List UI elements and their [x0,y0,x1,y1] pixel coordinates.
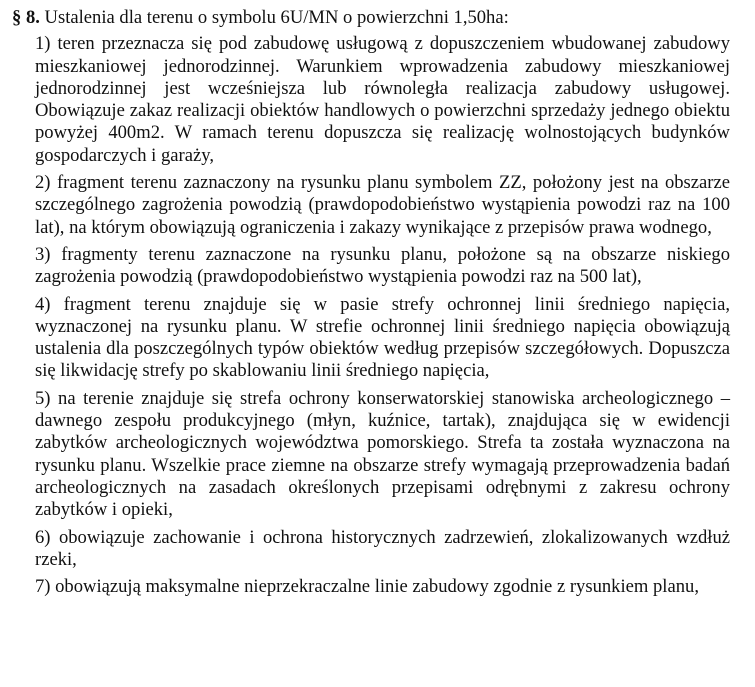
section-heading [12,7,732,29]
section-title: Ustalenia dla terenu o symbolu 6U/MN o powierzchni 1,50ha: [44,7,509,28]
section-number: § 8. [12,7,40,28]
provision-item-5: 5) na terenie znajduje się strefa ochrony konserwatorskiej stanowiska archeologicznego – dawnego zespołu produkcyjnego (młyn, kuźnice, tartak), znajdująca się w ewidencji zabytków archeologicznych województwa pomorskiego. Strefa ta została wyznaczona na rysunku planu. Wszelkie prace ziemne na obszarze strefy wymagają przeprowadzenia badań archeologicznych na zasadach określonych przepisami odrębnymi z zakresu ochrony zabytków i opieki, [35,387,730,521]
provision-item-7: 7) obowiązują maksymalne nieprzekraczalne linie zabudowy zgodnie z rysunkiem planu, [35,576,699,598]
provision-item-4: 4) fragment terenu znajduje się w pasie strefy ochronnej linii średniego napięcia, wyznaczonej na rysunku planu. W strefie ochronnej linii średniego napięcia obowiązują ustalenia dla poszczególnych typów obiektów według przepisów szczegółowych. Dopuszcza się likwidację strefy po skablowaniu linii średniego napięcia, [35,293,730,382]
provisions-list [0,33,755,598]
provision-item-3: 3) fragmenty terenu zaznaczone na rysunku planu, położone są na obszarze niskiego zagrożenia powodzią (prawdopodobieństwo wystąpienia powodzi raz na 500 lat), [35,243,730,288]
provision-item-2: 2) fragment terenu zaznaczony na rysunku planu symbolem ZZ, położony jest na obszarze szczególnego zagrożenia powodzią (prawdopodobieństwo wystąpienia powodzi raz na 100 lat), na którym obowiązują ograniczenia i zakazy wynikające z przepisów prawa wodnego, [35,172,730,238]
provision-item-6: 6) obowiązuje zachowanie i ochrona historycznych zadrzewień, zlokalizowanych wzdłuż rzeki, [35,526,730,570]
provision-item-1: 1) teren przeznacza się pod zabudowę usługową z dopuszczeniem wbudowanej zabudowy mieszkaniowej jednorodzinnej. Warunkiem wprowadzenia zabudowy mieszkaniowej jednorodzinnej jest wcześniejsza lub równoległa realizacja zabudowy usługowej. Obowiązuje zakaz realizacji obiektów handlowych o powierzchni sprzedaży jednego obiektu powyżej 400m2. W ramach terenu dopuszcza się realizację wolnostojących budynków gospodarczych i garaży, [35,33,730,166]
